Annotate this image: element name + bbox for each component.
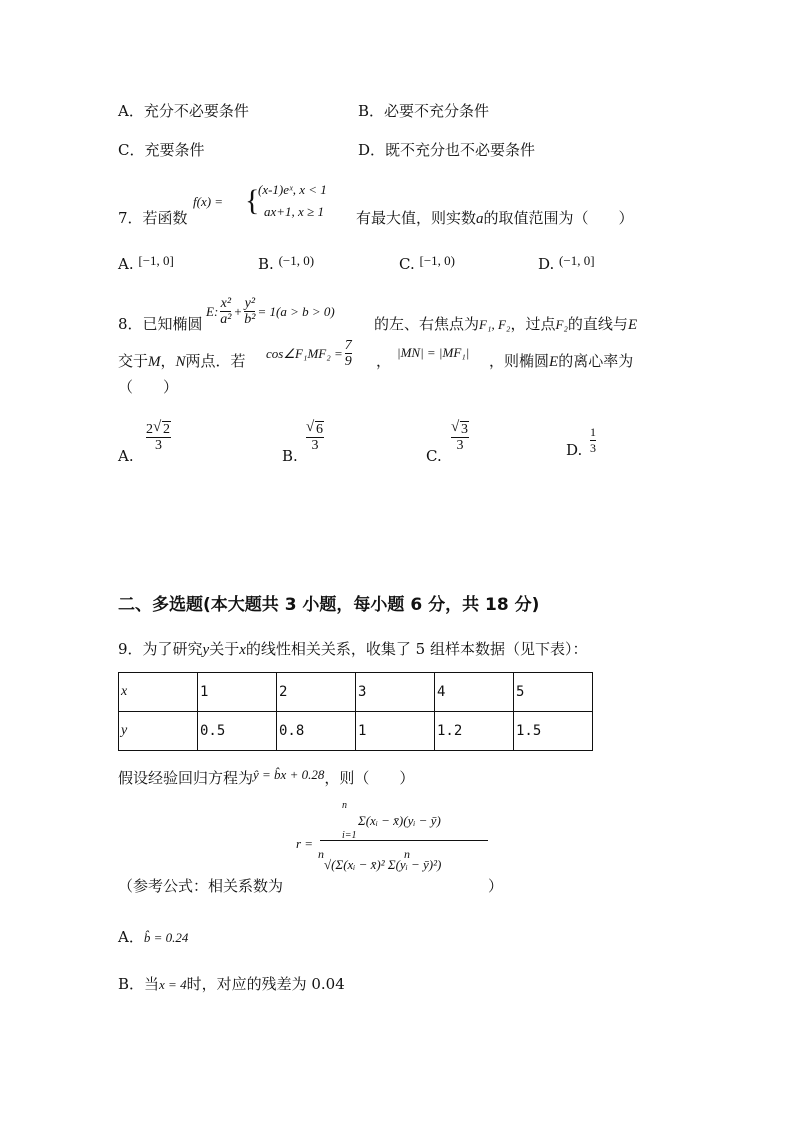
q8-option-d-value: 1 3 [590,425,596,455]
q8-cos-condition: cos∠F₁MF₂ = $\frac{7}{9}$ [266,338,352,369]
q7-suffix: 有最大值，则实数a的取值范围为（ ） [356,209,634,227]
q8-option-b-value: √ 6 3 [306,422,324,453]
q9-data-table [118,672,593,751]
q8-comma: ， [376,352,392,370]
q8-option-a-label: A. [118,447,134,465]
table-cell: 4 [435,673,514,712]
q6-option-b: B．必要不充分条件 [358,102,490,120]
q8-line1-rest: 的左、右焦点为F₁, F₂，过点F₂的直线与E [374,315,638,333]
q7-option-b: B. (−1, 0) [258,253,315,273]
q9-formula-denominator: n n √(Σ(xᵢ − x̄)² Σ(yᵢ − ȳ)²) [318,847,442,872]
q9-option-b: B．当x = 4时，对应的残差为 0.04 [118,975,345,993]
table-cell: 1.2 [435,712,514,751]
q8-paren: （ ） [118,378,179,396]
q9-assumption: 假设经验回归方程为ŷ = b̂x + 0.28，则（ ） [118,767,415,787]
q9-option-a: A．b̂ = 0.24 [118,928,189,946]
q7-case-2: ax+1, x ≥ 1 [264,204,324,219]
q8-option-d-label: D. [566,441,583,459]
table-row [119,712,593,751]
q9-formula [318,800,488,887]
q7-function-lhs: f(x) = [193,194,224,209]
table-cell: 2 [277,673,356,712]
table-cell: 1.5 [514,712,593,751]
table-cell: 0.5 [198,712,277,751]
q8-line2-c: ，则椭圆E的离心率为 [489,352,634,370]
q6-option-d: D．既不充分也不必要条件 [358,141,536,159]
q7-case-1: (x-1)eˣ, x < 1 [258,182,327,197]
q9-reference-suffix: ） [488,877,504,895]
table-cell: 0.8 [277,712,356,751]
table-cell: y [119,712,198,751]
table-cell: x [119,673,198,712]
q9-formula-r: r = [296,836,314,851]
section-title: 二、多选题(本大题共 3 小题，每小题 6 分，共 18 分) [118,595,540,615]
q6-option-a: A．充分不必要条件 [118,102,249,120]
table-cell: 1 [198,673,277,712]
table-row [119,673,593,712]
table-cell: 3 [356,673,435,712]
q8-ellipse-equation: E: $\frac{\text{x²}}{\text{a²}}$ + $\frac{\text{y²}}{\text{b²}}$ = 1(a > b > 0) [206,296,335,327]
q8-option-c-label: C. [426,447,442,465]
q9-reference-prefix: （参考公式：相关系数为 [118,877,284,895]
q8-option-c-value: √ 3 3 [451,422,469,453]
q8-option-a-value: 2√ 2 3 [146,422,171,453]
q8-abs-equality: |MN| = |MF₁| [397,345,470,360]
q9-formula-numerator: n i=1 Σ(xᵢ − x̄)(yᵢ − ȳ) [342,800,441,841]
q7-prefix: 7．若函数 [118,209,188,227]
q8-option-b-label: B. [282,447,298,465]
q8-line2-a: 交于M，N两点．若 [118,352,246,370]
q7-option-c: C. [−1, 0) [399,253,455,273]
q7-option-d: D. (−1, 0] [538,253,595,273]
q7-option-a: A. [−1, 0] [118,253,174,273]
q6-option-c: C．充要条件 [118,141,205,159]
q8-prefix: 8．已知椭圆 [118,315,203,333]
q9-intro: 9．为了研究y关于x的线性相关关系，收集了 5 组样本数据（见下表）： [118,640,588,658]
q7-brace: { [245,184,260,217]
table-cell: 5 [514,673,593,712]
table-cell: 1 [356,712,435,751]
